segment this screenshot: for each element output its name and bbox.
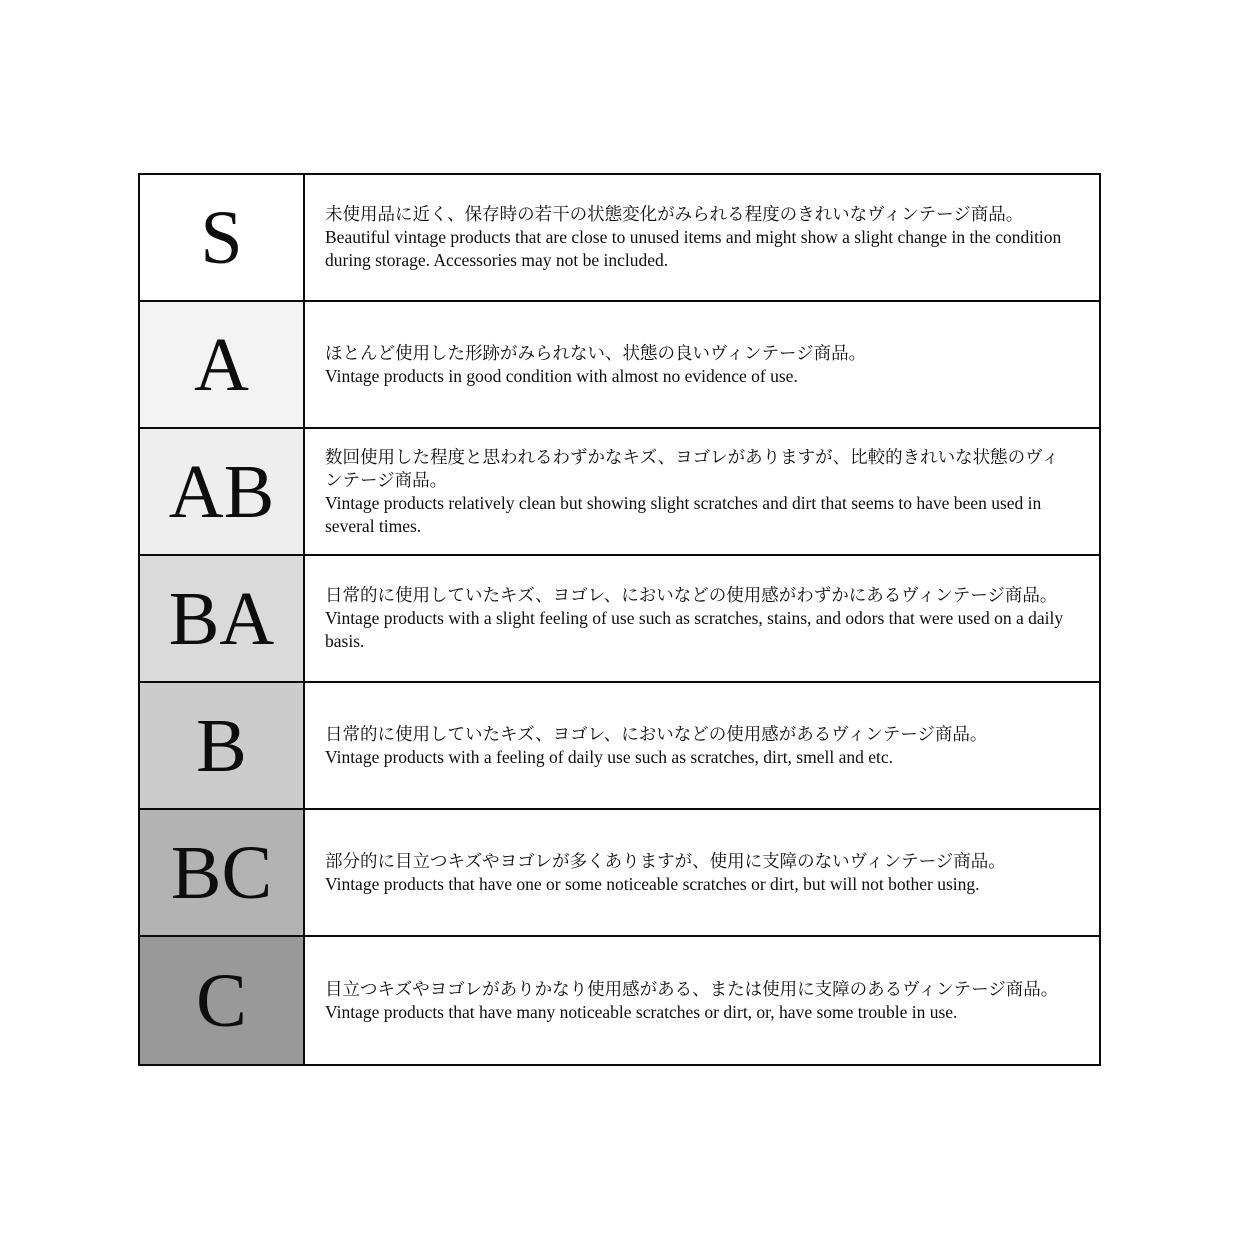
description-cell [305,556,1099,681]
grade-letter: B [196,703,247,788]
table-row [140,937,1099,1064]
grade-letter: C [196,958,247,1043]
grade-letter: A [194,322,249,407]
description-english: Vintage products that have one or some noticeable scratches or dirt, but will not bother using. [325,873,980,894]
description-cell [305,683,1099,808]
description-cell [305,937,1099,1064]
table-row [140,683,1099,810]
grade-cell [140,683,305,808]
description-english: Vintage products relatively clean but showing slight scratches and dirt that seems to have been used in several times. [325,492,1042,536]
table-row [140,810,1099,937]
grade-cell [140,302,305,427]
description-japanese: 数回使用した程度と思われるわずかなキズ、ヨゴレがありますが、比較的きれいな状態のヴィンテージ商品。 [325,446,1060,490]
table-row [140,556,1099,683]
description-english: Beautiful vintage products that are close to unused items and might show a slight change in the condition during storage. Accessories may not be included. [325,227,1062,270]
description-cell [305,810,1099,935]
description-cell [305,429,1099,554]
table-row [140,175,1099,302]
table-row [140,302,1099,429]
grade-letter: BA [168,576,275,661]
description-japanese: 日常的に使用していたキズ、ヨゴレ、においなどの使用感があるヴィンテージ商品。 [325,723,988,744]
description-english: Vintage products with a slight feeling of use such as scratches, stains, and odors that were used on a daily basis. [325,608,1064,651]
description-cell [305,175,1099,300]
description-japanese: 日常的に使用していたキズ、ヨゴレ、においなどの使用感がわずかにあるヴィンテージ商品。 [325,585,1058,605]
grade-cell [140,810,305,935]
description-japanese: ほとんど使用した形跡がみられない、状態の良いヴィンテージ商品。 [325,342,867,363]
description-japanese: 部分的に目立つキズやヨゴレが多くありますが、使用に支障のないヴィンテージ商品。 [325,850,1006,871]
description-japanese: 未使用品に近く、保存時の若干の状態変化がみられる程度のきれいなヴィンテージ商品。 [325,204,1024,224]
grade-cell [140,556,305,681]
grade-cell [140,429,305,554]
description-cell [305,302,1099,427]
description-english: Vintage products with a feeling of daily use such as scratches, dirt, smell and etc. [325,746,894,767]
grade-letter: S [200,195,243,280]
grade-cell [140,175,305,300]
grade-letter: BC [170,830,273,915]
description-english: Vintage products that have many noticeable scratches or dirt, or, have some trouble in use. [325,1001,958,1022]
table-row [140,429,1099,556]
grade-letter: AB [168,449,275,534]
description-english: Vintage products in good condition with almost no evidence of use. [325,365,798,386]
grade-table [138,173,1101,1066]
grade-cell [140,937,305,1064]
description-japanese: 目立つキズやヨゴレがありかなり使用感がある、または使用に支障のあるヴィンテージ商品。 [325,978,1059,999]
